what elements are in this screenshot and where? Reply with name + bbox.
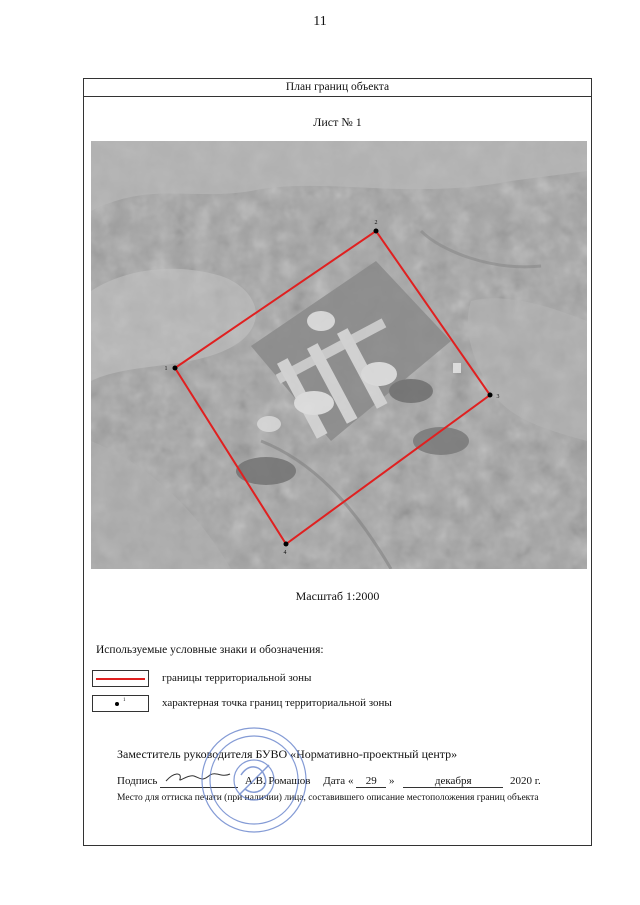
legend-heading: Используемые условные знаки и обозначения: (96, 644, 324, 656)
boundary-point-label-1: 1 (164, 366, 168, 372)
boundary-point-label-4: 4 (283, 550, 287, 556)
point-dot-icon (115, 702, 119, 706)
aerial-map (91, 141, 587, 569)
organization-seal (199, 725, 309, 835)
boundary-point-3 (488, 393, 493, 398)
seal-note: Место для оттиска печати (при наличии) лица, составившего описание местоположения границ объекта (117, 793, 539, 803)
legend-point-label: характерная точка границ территориальной зоны (162, 697, 392, 709)
date-year: 2020 г. (509, 775, 541, 787)
date-day: 29 (356, 775, 386, 788)
legend-boundary-symbol (92, 670, 149, 687)
signature-row (117, 770, 541, 788)
boundary-plan-frame (83, 78, 592, 846)
boundary-point-4 (284, 542, 289, 547)
boundary-point-label-2: 2 (374, 220, 378, 226)
frame-title: План границ объекта (84, 79, 591, 97)
signature-label: Подпись (117, 775, 158, 787)
aerial-photo (91, 141, 587, 569)
date-label: Дата « (323, 775, 354, 787)
boundary-point-1 (173, 366, 178, 371)
legend-boundary-label: границы территориальной зоны (162, 672, 312, 684)
scale-label: Масштаб 1:2000 (295, 589, 380, 603)
boundary-point-2 (374, 229, 379, 234)
boundary-point-label-3: 3 (496, 394, 500, 400)
deputy-line: Заместитель руководителя БУВО «Нормативно-проектный центр» (117, 747, 458, 761)
red-line-icon (96, 678, 145, 680)
sheet-label: Лист № 1 (313, 115, 362, 129)
legend-point-number: 1 (123, 698, 126, 703)
date-day-close: » (388, 775, 395, 787)
page-number: 11 (313, 14, 327, 29)
signer-name: А.В. Ромашов (244, 775, 311, 787)
legend-point-symbol (92, 695, 149, 712)
date-month: декабря (403, 775, 503, 788)
